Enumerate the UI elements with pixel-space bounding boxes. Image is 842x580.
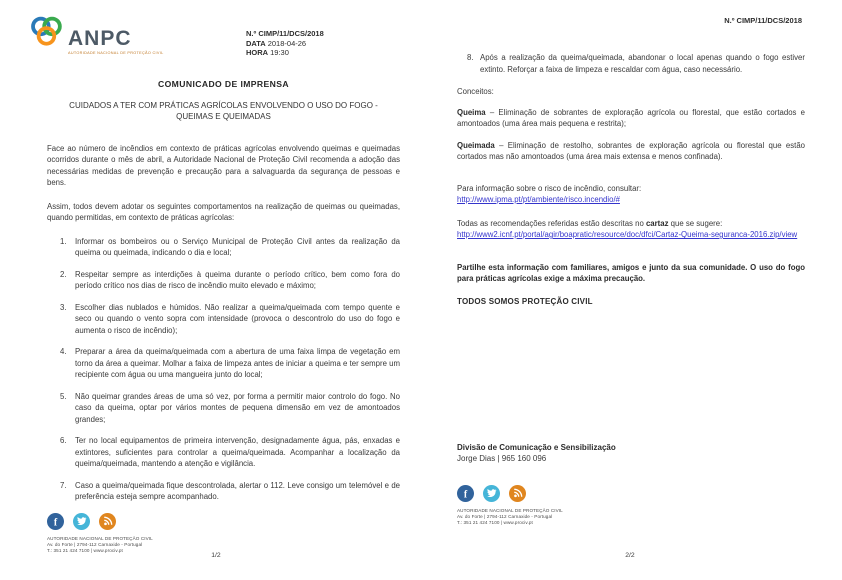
doc-ref: N.º CIMP/11/DCS/2018 xyxy=(724,16,802,25)
doc-hour: 19:30 xyxy=(270,48,289,57)
page1-header xyxy=(28,0,404,58)
cartaz-line: Todas as recomendações referidas estão descritas no cartaz que se sugere: xyxy=(457,218,723,228)
page-1 xyxy=(28,0,404,580)
press-release-subtitle: CUIDADOS A TER COM PRÁTICAS AGRÍCOLAS ENVOLVENDO O USO DO FOGO - QUEIMAS E QUEIMADAS xyxy=(69,100,378,121)
facebook-icon[interactable] xyxy=(47,513,64,530)
list-item: 8. Após a realização da queima/queimada, abandonar o local apenas quando o fogo estiver extinto. Reforçar a faixa de limpeza e rescaldar com água, caso necessário. xyxy=(467,53,805,74)
list-item: 7. Caso a queima/queimada fique descontrolada, alertar o 112. Leve consigo um telemóvel e de preferência esteja sempre acompanhado. xyxy=(60,480,400,501)
list-item: 5. Não queimar grandes áreas de uma só vez, por forma a permitir maior controlo do fogo. No caso da queima, optar por vários montes de pequena dimensão em vez de amontoados grandes; xyxy=(60,391,400,424)
queimada-definition: Queimada – Eliminação de restolho, sobrantes de exploração agrícola ou florestal que estão cortados mas não amontoados (uma área mais extensa e menos confinada). xyxy=(457,140,805,161)
page-number: 2/2 xyxy=(625,552,635,559)
signature-block xyxy=(457,442,805,464)
list-item: 3. Escolher dias nublados e húmidos. Não realizar a queima/queimada com tempo quente e seco ou quando o vento sopra com intensidade (provoca o descontrolo do uso do fogo e aumenta o risco de incêndio); xyxy=(60,302,400,335)
icnf-cartaz-link[interactable]: http://www2.icnf.pt/portal/agir/boapratic/resource/doc/dfci/Cartaz-Queima-seguranca-2016.zip/view xyxy=(457,230,798,239)
rss-icon[interactable] xyxy=(99,513,116,530)
footer-address: Av. do Forte | 2794-112 Carnaxide - Portugal xyxy=(47,541,143,547)
doc-date-line: DATA 2018-04-26 xyxy=(246,38,307,48)
svg-text:f: f xyxy=(53,517,58,527)
footer-address: Av. do Forte | 2794-112 Carnaxide - Portugal xyxy=(457,513,553,519)
cartaz-link-line xyxy=(457,229,805,241)
footer-org: AUTORIDADE NACIONAL DE PROTEÇÃO CIVIL xyxy=(457,507,563,513)
doc-date: 2018-04-26 xyxy=(267,38,307,48)
twitter-icon[interactable] xyxy=(73,513,90,530)
footer-phone: T.: 351 21 424 7100 | www.prociv.pt xyxy=(47,548,123,554)
doc-hour-line: HORA 19:30 xyxy=(246,48,289,57)
lead-in-paragraph: Assim, todos devem adotar os seguintes comportamentos na realização de queimas ou queimadas, quando permitidas, em contexto de práticas agrícolas: xyxy=(47,201,400,222)
page-2 xyxy=(452,0,808,580)
logo-acronym: ANPC xyxy=(68,27,132,50)
division-name: Divisão de Comunicação e Sensibilização xyxy=(457,442,616,452)
intro-paragraph: Face ao número de incêndios em contexto de práticas agrícolas envolvendo queimas e queimadas ocorridos durante o mês de abril, a Autoridade Nacional de Proteção Civil recomenda a adoção das necessárias medidas de prevenção e precaução para a salvaguarda da segurança de pessoas e bens. xyxy=(47,143,400,187)
recommendations-list xyxy=(47,236,400,503)
concepts-label: Conceitos: xyxy=(457,87,494,96)
footer-org: AUTORIDADE NACIONAL DE PROTEÇÃO CIVIL xyxy=(47,535,153,541)
list-item: 6. Ter no local equipamentos de primeira intervenção, designadamente água, pás, enxadas e extintores, suficientes para controlar a queima/queimada. Acompanhar a localização da queima/queimada, mantendo a atenção e vigilância. xyxy=(60,436,400,468)
list-item: 2. Respeitar sempre as interdições à queima durante o período crítico, bem como fora do período crítico nos dias de risco de incêndio muito elevado e máximo; xyxy=(60,269,400,290)
social-links xyxy=(47,513,400,530)
social-links xyxy=(457,485,805,502)
list-item: 1. Informar os bombeiros ou o Serviço Municipal de Proteção Civil antes da realização da queima ou queimada, indicando o dia e local; xyxy=(60,236,400,257)
rss-icon[interactable] xyxy=(509,485,526,502)
twitter-icon[interactable] xyxy=(483,485,500,502)
anpc-rings-icon xyxy=(28,15,66,49)
logo-subtitle: AUTORIDADE NACIONAL DE PROTEÇÃO CIVIL xyxy=(68,51,164,55)
queima-definition: Queima – Eliminação de sobrantes de exploração agrícola ou florestal, que estão cortados e amontoados (uma área mais pequena e restrita); xyxy=(457,107,805,128)
slogan: TODOS SOMOS PROTEÇÃO CIVIL xyxy=(457,296,593,306)
contact-line: Jorge Dias | 965 160 096 xyxy=(457,453,547,463)
svg-text:f: f xyxy=(463,489,468,499)
ipma-link[interactable]: http://www.ipma.pt/pt/ambiente/risco.incendio/# xyxy=(457,195,620,204)
risk-info-line: Para informação sobre o risco de incêndio, consultar: xyxy=(457,183,642,193)
page-footer xyxy=(457,508,805,527)
page-number: 1/2 xyxy=(211,552,221,559)
document-reference-block xyxy=(246,29,324,58)
anpc-logo xyxy=(28,15,178,55)
press-release-title: COMUNICADO DE IMPRENSA xyxy=(157,78,290,89)
share-paragraph: Partilhe esta informação com familiares, amigos e junto da sua comunidade. O uso do fogo para práticas agrícolas exige a máxima precaução. xyxy=(457,262,805,283)
footer-phone: T.: 351 21 424 7100 | www.prociv.pt xyxy=(457,520,533,526)
doc-ref: N.º CIMP/11/DCS/2018 xyxy=(246,29,324,38)
risk-link-line xyxy=(457,194,805,206)
facebook-icon[interactable] xyxy=(457,485,474,502)
list-item: 4. Preparar a área da queima/queimada com a abertura de uma faixa limpa de vegetação em torno da área a queimar. Molhar a faixa de limpeza antes de iniciar a queima e ter sempre um recipiente com água ou uma mangueira junto do local; xyxy=(60,347,400,379)
